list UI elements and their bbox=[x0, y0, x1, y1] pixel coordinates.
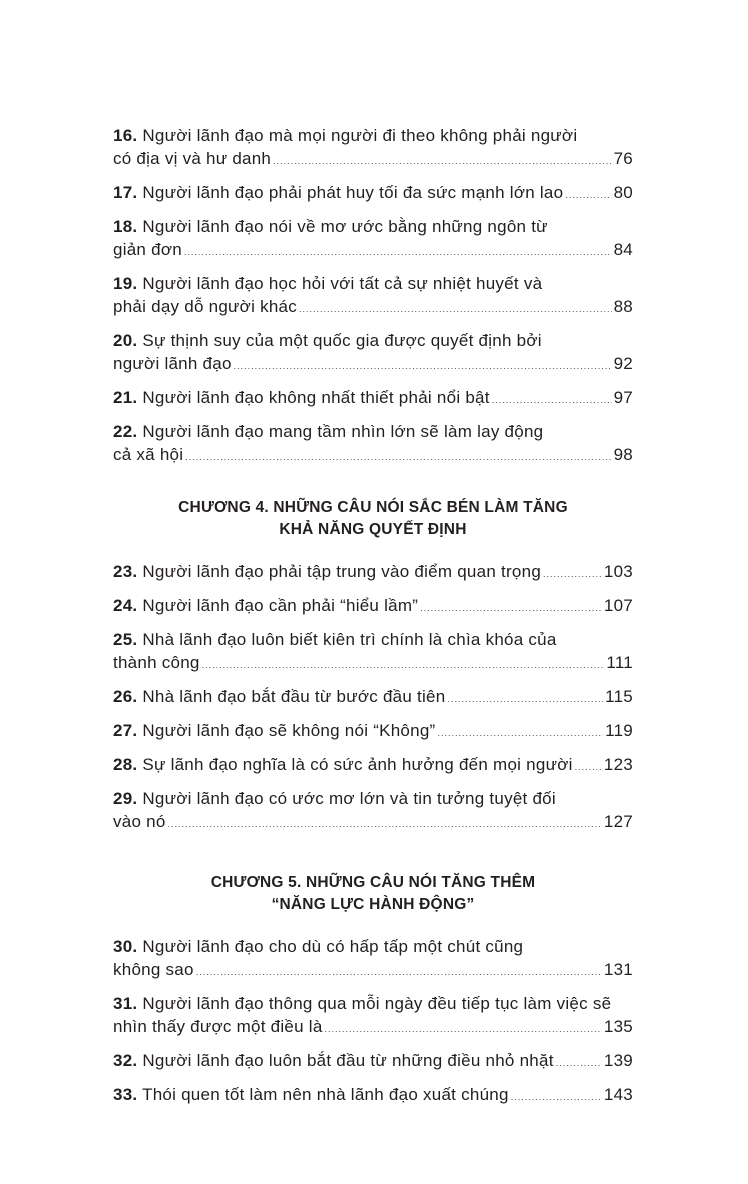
toc-entry-number: 30. bbox=[113, 937, 138, 956]
toc-entry-title: Người lãnh đạo sẽ không nói “Không” bbox=[142, 721, 436, 740]
toc-entry-title: Sự lãnh đạo nghĩa là có sức ảnh hưởng đến mọi người bbox=[142, 755, 573, 774]
toc-entry-line bbox=[113, 787, 633, 810]
toc-entry-text bbox=[113, 1083, 509, 1106]
toc-entry-number: 24. bbox=[113, 596, 138, 615]
dot-leader bbox=[420, 597, 602, 620]
toc-entry-text bbox=[113, 810, 166, 833]
chapter-heading bbox=[103, 872, 643, 916]
toc-entry-title: Người lãnh đạo nói về mơ ước bằng những ngôn từ bbox=[142, 217, 548, 236]
dot-leader bbox=[447, 688, 603, 711]
toc-entry-text bbox=[113, 630, 557, 649]
toc-entry-line bbox=[113, 685, 633, 711]
toc-entry-line bbox=[113, 628, 633, 651]
dot-leader bbox=[565, 184, 611, 207]
toc-entry-line bbox=[113, 147, 633, 173]
toc-entry-text bbox=[113, 386, 490, 409]
toc-entry-title: Người lãnh đạo phải phát huy tối đa sức mạnh lớn lao bbox=[142, 183, 564, 202]
toc-entry-title: Thói quen tốt làm nên nhà lãnh đạo xuất chúng bbox=[142, 1085, 509, 1104]
toc-entry-number: 21. bbox=[113, 388, 138, 407]
toc-entry[interactable] bbox=[113, 685, 633, 711]
toc-page-number: 127 bbox=[603, 812, 633, 831]
toc-entry-text bbox=[113, 937, 523, 956]
toc-entry-line bbox=[113, 215, 633, 238]
toc-page-number: 92 bbox=[613, 354, 633, 373]
dot-leader bbox=[325, 1018, 602, 1041]
toc-page-number: 88 bbox=[613, 297, 633, 316]
toc-entry[interactable] bbox=[113, 594, 633, 620]
toc-entry-line bbox=[113, 181, 633, 207]
dot-leader bbox=[184, 241, 612, 264]
toc-entry-text bbox=[113, 443, 183, 466]
toc-entry[interactable] bbox=[113, 1049, 633, 1075]
toc-page-number: 139 bbox=[603, 1051, 633, 1070]
toc-entry-text bbox=[113, 1015, 323, 1038]
dot-leader bbox=[437, 722, 603, 745]
toc-entry-text bbox=[113, 719, 435, 742]
toc-entry-line bbox=[113, 238, 633, 264]
toc-entry-line bbox=[113, 753, 633, 779]
toc-entry-title: Người lãnh đạo mang tầm nhìn lớn sẽ làm lay động bbox=[142, 422, 544, 441]
toc-entry-text bbox=[113, 594, 418, 617]
toc-entry-line bbox=[113, 443, 633, 469]
dot-leader bbox=[273, 150, 611, 173]
toc-entry-title: nhìn thấy được một điều là bbox=[113, 1017, 323, 1036]
toc-entry-title: Người lãnh đạo có ước mơ lớn và tin tưởng tuyệt đối bbox=[142, 789, 556, 808]
toc-entry-line bbox=[113, 719, 633, 745]
toc-entry-text bbox=[113, 651, 200, 674]
toc-entry-text bbox=[113, 238, 182, 261]
toc-entry-text bbox=[113, 295, 297, 318]
toc-entry-line bbox=[113, 1015, 633, 1041]
dot-leader bbox=[168, 813, 602, 836]
toc-page-number: 84 bbox=[613, 240, 633, 259]
toc-page-number: 97 bbox=[613, 388, 633, 407]
toc-entry-number: 22. bbox=[113, 422, 138, 441]
toc-entry[interactable] bbox=[113, 935, 633, 984]
toc-entry-title: thành công bbox=[113, 653, 200, 672]
dot-leader bbox=[575, 756, 602, 779]
toc-entry-line bbox=[113, 958, 633, 984]
toc-entry-title: phải dạy dỗ người khác bbox=[113, 297, 297, 316]
toc-entry-number: 23. bbox=[113, 562, 138, 581]
toc-entry-title: Người lãnh đạo luôn bắt đầu từ những điều nhỏ nhặt bbox=[142, 1051, 554, 1070]
dot-leader bbox=[196, 961, 602, 984]
toc-entry-number: 26. bbox=[113, 687, 138, 706]
toc-entry[interactable] bbox=[113, 1083, 633, 1109]
toc-entry-title: Người lãnh đạo cho dù có hấp tấp một chút cũng bbox=[142, 937, 524, 956]
toc-entry[interactable] bbox=[113, 181, 633, 207]
toc-entry[interactable] bbox=[113, 386, 633, 412]
chapter-heading-line: KHẢ NĂNG QUYẾT ĐỊNH bbox=[279, 521, 467, 538]
toc-entry[interactable] bbox=[113, 215, 633, 264]
toc-entry-text bbox=[113, 126, 577, 145]
toc-entry-number: 27. bbox=[113, 721, 138, 740]
dot-leader bbox=[556, 1052, 602, 1075]
toc-entry-title: không sao bbox=[113, 960, 194, 979]
toc-entry-text bbox=[113, 331, 542, 350]
toc-entry-title: cả xã hội bbox=[113, 445, 184, 464]
toc-entry-title: Nhà lãnh đạo luôn biết kiên trì chính là chìa khóa của bbox=[142, 630, 557, 649]
toc-page-number: 111 bbox=[606, 653, 633, 672]
toc-entry-text bbox=[113, 217, 548, 236]
toc-entry-text bbox=[113, 994, 611, 1013]
dot-leader bbox=[299, 298, 612, 321]
toc-entry-text bbox=[113, 685, 445, 708]
toc-entry-number: 28. bbox=[113, 755, 138, 774]
toc-entry-line bbox=[113, 295, 633, 321]
toc-entry-line bbox=[113, 352, 633, 378]
toc-entry-title: Người lãnh đạo cần phải “hiểu lầm” bbox=[142, 596, 419, 615]
toc-entry-title: Người lãnh đạo không nhất thiết phải nổi bật bbox=[142, 388, 490, 407]
chapter-heading-line: CHƯƠNG 4. NHỮNG CÂU NÓI SẮC BÉN LÀM TĂNG bbox=[178, 499, 568, 516]
toc-entry-line bbox=[113, 1049, 633, 1075]
table-of-contents bbox=[113, 124, 633, 1117]
toc-page-number: 123 bbox=[603, 755, 633, 774]
toc-entry[interactable] bbox=[113, 124, 633, 173]
toc-entry[interactable] bbox=[113, 329, 633, 378]
toc-entry[interactable] bbox=[113, 753, 633, 779]
toc-entry-number: 33. bbox=[113, 1085, 138, 1104]
toc-page-number: 107 bbox=[603, 596, 633, 615]
toc-entry-line bbox=[113, 594, 633, 620]
toc-entry-title: người lãnh đạo bbox=[113, 354, 232, 373]
toc-entry-number: 31. bbox=[113, 994, 138, 1013]
toc-entry-line bbox=[113, 935, 633, 958]
toc-page-number: 80 bbox=[613, 183, 633, 202]
toc-entry-title: Người lãnh đạo thông qua mỗi ngày đều tiếp tục làm việc sẽ bbox=[142, 994, 612, 1013]
toc-entry-line bbox=[113, 420, 633, 443]
toc-entry-number: 18. bbox=[113, 217, 138, 236]
toc-entry-text bbox=[113, 352, 232, 375]
toc-entry-line bbox=[113, 810, 633, 836]
chapter-heading-line: CHƯƠNG 5. NHỮNG CÂU NÓI TĂNG THÊM bbox=[210, 874, 536, 891]
dot-leader bbox=[492, 389, 612, 412]
toc-entry[interactable] bbox=[113, 992, 633, 1041]
toc-entry-title: Người lãnh đạo mà mọi người đi theo không phải người bbox=[142, 126, 578, 145]
toc-page-number: 119 bbox=[605, 721, 633, 740]
toc-entry-line bbox=[113, 560, 633, 586]
toc-entry-text bbox=[113, 274, 542, 293]
toc-entry-line bbox=[113, 124, 633, 147]
dot-leader bbox=[543, 563, 602, 586]
toc-page-number: 98 bbox=[613, 445, 633, 464]
toc-page-number: 135 bbox=[603, 1017, 633, 1036]
toc-page-number: 76 bbox=[613, 149, 633, 168]
toc-entry-text bbox=[113, 1049, 554, 1072]
toc-entry-line bbox=[113, 651, 633, 677]
toc-page-number: 143 bbox=[603, 1085, 633, 1104]
toc-entry-number: 29. bbox=[113, 789, 138, 808]
toc-entry[interactable] bbox=[113, 628, 633, 677]
toc-entry-line bbox=[113, 1083, 633, 1109]
toc-page-number: 115 bbox=[605, 687, 633, 706]
toc-entry-text bbox=[113, 147, 271, 170]
toc-entry[interactable] bbox=[113, 560, 633, 586]
toc-entry-number: 19. bbox=[113, 274, 138, 293]
toc-entry[interactable] bbox=[113, 420, 633, 469]
toc-entry-line bbox=[113, 272, 633, 295]
toc-page-number: 103 bbox=[603, 562, 633, 581]
dot-leader bbox=[185, 446, 611, 469]
toc-entry-text bbox=[113, 181, 563, 204]
toc-entry-text bbox=[113, 560, 541, 583]
toc-entry[interactable] bbox=[113, 272, 633, 321]
toc-entry-title: Người lãnh đạo phải tập trung vào điểm quan trọng bbox=[142, 562, 542, 581]
toc-entry-line bbox=[113, 992, 633, 1015]
toc-entry-text bbox=[113, 789, 556, 808]
toc-entry-text bbox=[113, 753, 573, 776]
toc-page-number: 131 bbox=[603, 960, 633, 979]
toc-entry[interactable] bbox=[113, 787, 633, 836]
toc-entry-line bbox=[113, 329, 633, 352]
toc-entry-title: vào nó bbox=[113, 812, 166, 831]
toc-entry-title: Nhà lãnh đạo bắt đầu từ bước đầu tiên bbox=[142, 687, 446, 706]
toc-entry-line bbox=[113, 386, 633, 412]
toc-entry-number: 16. bbox=[113, 126, 138, 145]
chapter-heading bbox=[103, 497, 643, 541]
dot-leader bbox=[234, 355, 612, 378]
toc-entry-number: 20. bbox=[113, 331, 138, 350]
toc-entry-text bbox=[113, 422, 543, 441]
toc-entry-title: Người lãnh đạo học hỏi với tất cả sự nhiệt huyết và bbox=[142, 274, 543, 293]
toc-entry-title: có địa vị và hư danh bbox=[113, 149, 272, 168]
toc-entry-number: 17. bbox=[113, 183, 138, 202]
toc-entry-text bbox=[113, 958, 194, 981]
toc-entry[interactable] bbox=[113, 719, 633, 745]
chapter-heading-line: “NĂNG LỰC HÀNH ĐỘNG” bbox=[271, 896, 475, 913]
toc-entry-number: 32. bbox=[113, 1051, 138, 1070]
dot-leader bbox=[202, 654, 605, 677]
toc-entry-number: 25. bbox=[113, 630, 138, 649]
toc-entry-title: Sự thịnh suy của một quốc gia được quyết định bởi bbox=[142, 331, 542, 350]
dot-leader bbox=[511, 1086, 602, 1109]
toc-entry-title: giản đơn bbox=[113, 240, 182, 259]
